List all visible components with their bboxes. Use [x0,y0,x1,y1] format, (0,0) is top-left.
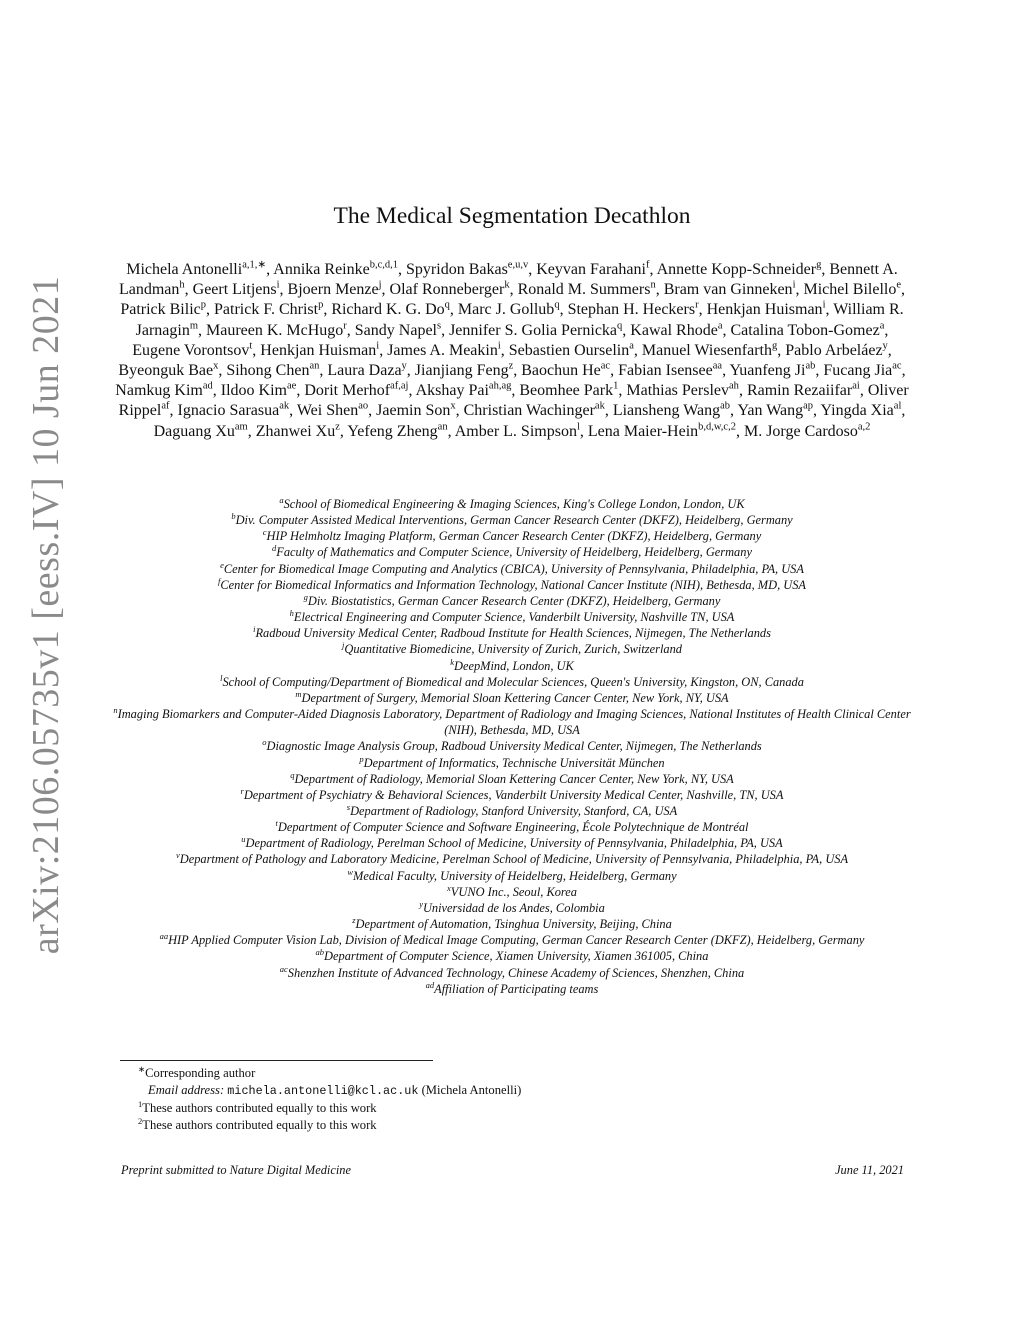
author [803,281,901,298]
author-affiliation-marks: i [822,300,826,312]
author-affiliation-marks: q [444,300,450,312]
affiliation-text: VUNO Inc., Seoul, Korea [450,884,577,899]
author [588,423,736,440]
author-affiliation-marks: l [576,421,580,433]
author [387,342,501,359]
author-name: Henkjan Huisman [706,301,823,319]
author [355,322,441,339]
author-affiliation-marks: s [436,320,442,332]
author [260,342,379,359]
author-name: Sebastien Ourselin [508,341,630,359]
footnote-mark: 1 [138,1098,143,1109]
preprint-note: Preprint submitted to Nature Digital Medicine [121,1163,352,1177]
affiliation [112,916,912,932]
author [785,342,888,359]
author-affiliation-marks: q [617,320,623,332]
footnote-mark: ∗ [138,1063,146,1074]
author [327,362,406,379]
author [221,382,297,399]
footnote-text: These authors contributed equally to this work [142,1101,377,1115]
affiliation-key: c [262,527,267,538]
author-name: Byeonguk Bae [118,362,214,380]
author [730,322,884,339]
affiliation [112,803,912,819]
affiliation-text: Shenzhen Institute of Advanced Technology, Chinese Academy of Sciences, Shenzhen, China [287,965,745,980]
affiliation-text: Department of Computer Science and Software Engineering, École Polytechnique de Montréal [277,820,749,835]
author-name: Olaf Ronneberger [389,281,505,299]
author [226,362,319,379]
affiliation-text: Center for Biomedical Informatics and Information Technology, National Cancer Institute (NIH), Bethesda, MD, USA [220,577,806,592]
author [154,423,248,440]
author [415,362,513,379]
affiliation [112,787,912,803]
author-name: Jaemin Son [376,402,451,420]
affiliation [112,544,912,560]
affiliation-text: Department of Radiology, Perelman School of Medicine, University of Pennsylvania, Philadelphia, PA, USA [245,836,783,851]
affiliation-key: l [220,672,223,683]
author-affiliation-marks: a,1,∗ [242,259,267,271]
author-affiliation-marks: am [234,421,248,433]
author-affiliation-marks: af [161,401,170,413]
author-name: Namkug Kim [115,382,203,400]
author-name: Spyridon Bakas [406,261,508,278]
affiliation-text: Department of Computer Science, Xiamen University, Xiamen 361005, China [324,949,709,964]
author-affiliation-marks: i [497,340,501,352]
author-affiliation-marks: al [893,401,902,413]
footnote-email [148,1082,838,1100]
author-affiliation-marks: aa [712,360,723,372]
author-affiliation-marks: g [772,340,778,352]
affiliation-text: Diagnostic Image Analysis Group, Radboud University Medical Center, Nijmegen, The Netherlands [266,739,762,754]
author [288,281,382,298]
author-affiliation-marks: ab [805,360,816,372]
author-name: Bram van Ginneken [663,281,793,299]
author-name: James A. Meakin [387,341,498,359]
author-name: Stephan H. Heckers [567,301,696,319]
affiliation-text: Div. Biostatistics, German Cancer Research Center (DKFZ), Heidelberg, Germany [307,593,721,608]
author [416,382,512,399]
author-name: Sihong Chen [226,362,310,380]
author-name: Akshay Pai [415,382,489,400]
author [521,362,610,379]
affiliation [112,496,912,512]
author-affiliation-marks: k [504,279,510,291]
author-affiliation-marks: af,aj [390,380,409,392]
affiliation-text: Center for Biomedical Image Computing and Analytics (CBICA), University of Pennsylvania, Philadelphia, PA, USA [223,561,804,576]
affiliation [112,948,912,964]
affiliation [112,561,912,577]
affiliation [112,528,912,544]
affiliation-text: Medical Faculty, University of Heidelberg, Heidelberg, Germany [353,868,677,883]
affiliation-text: HIP Helmholtz Imaging Platform, German Cancer Research Center (DKFZ), Heidelberg, Germany [266,529,762,544]
author [193,281,280,298]
author-affiliation-marks: x [213,360,219,372]
author [664,281,796,298]
author-name: Annette Kopp-Schneider [656,261,817,278]
author-affiliation-marks: r [343,320,347,332]
footnote-mark: 2 [138,1115,143,1126]
footnote-text: These authors contributed equally to this work [142,1118,377,1132]
affiliation-key: x [447,882,451,893]
author-affiliation-marks: p [318,300,324,312]
author [126,261,266,278]
affiliation [112,755,912,771]
author [347,423,447,440]
affiliation-list [112,496,912,997]
author-affiliation-marks: z [335,421,340,433]
affiliation-text: Department of Radiology, Memorial Sloan Kettering Cancer Center, New York, NY, USA [294,771,734,786]
author-name: Marc J. Gollub [457,301,555,319]
author [449,322,622,339]
author-name: Ramin Rezaiifar [746,382,853,400]
affiliation-text: Quantitative Biomedicine, University of Zurich, Zurich, Switzerland [344,642,682,657]
author-name: Yingda Xia [820,402,894,420]
author-list: Michela Antonelli$^{a,1,∗}$, Annika Reinke$^{b,c,d,1}$, Spyridon Bakas$^{e,u,v}$, Keyvan Farahani$^f$, Annette Kopp-Schneider$^g$, Bennett A. Landman$^h$, Geert Litjens$^i$, Bjoern Menze$^j$, Olaf Ronneberger$^k$, Ronald M. Summers$^n$, Bram van Ginneken$^i$, Michel Bilello$^e$, Patrick Bilic$^p$, Patrick F. Christ$^p$, Richard K. G. Do$^q$, Marc J. Gollub$^q$, Stephan H. Heckers$^r$, Henkjan Huisman$^i$, William R. Jarnagin$^m$, Maureen K. McHugo$^r$, Sandy Napel$^s$, Jennifer S. Golia Pernicka$^q$, Kawal Rhode$^a$, Catalina Tobon-Gomez$^a$, Eugene Vorontsov$^t$, Henkjan Huisman$^i$, James A. Meakin$^i$, Sebastien Ourselin$^a$, Manuel Wiesenfarth$^g$, Pablo Arbeláez$^y$, Byeonguk Bae$^x$, Sihong Chen$^{an}$, Laura Daza$^y$, Jianjiang Feng$^z$, Baochun $He^{ac}$, Fabian Isensee$^{aa}$, Yuanfeng $Ji^{ab}$, Fucang Jia$^{ac}$, Namkug Kim$^{ad}$, Ildoo Kim$^{ae}$, Dorit Merhof$^{af,aj}$, Akshay Pai$^{ah,ag}$, Beomhee Park$^1$, Mathias Perslev$^{ah}$, Ramin Rezaiifar$^{ai}$, Oliver Rippel$^{af}$, Ignacio Sarasua$^{ak}$, Wei Shen$^{ao}$, Jaemin Son$^x$, Christian Wachinger$^{ak}$, Liansheng Wang$^{ab}$, Yan Wang$^{ap}$, Yingda Xia$^{al}$, Daguang $Xu^{am}$, Zhanwei Xu$^z$, Yefeng Zheng$^{an}$, Amber L. Simpson$^l$, Lena Maier-Hein$^{b,d,w,c,2}$, M. Jorge Cardoso$^{a,2}$ [115,259,909,440]
affiliation-key: t [275,818,278,828]
affiliation-key: u [241,834,246,845]
author-name: Henkjan Huisman [260,341,377,359]
affiliation-key: w [347,866,354,877]
author-affiliation-marks: h [179,279,185,291]
footnote-rule [120,1060,433,1061]
email-label: Email address: [148,1083,225,1097]
author-name: Christian Wachinger [463,402,595,420]
affiliation-text: Department of Psychiatry & Behavioral Sciences, Vanderbilt University Medical Center, Nashville, TN, USA [243,787,784,802]
author [518,281,656,298]
author-affiliation-marks: ak [594,401,605,413]
affiliation [112,609,912,625]
author-name: Ronald M. Summers [517,281,651,299]
footnote-text: Corresponding author [145,1066,256,1080]
affiliation-text: School of Biomedical Engineering & Imaging Sciences, King's College London, London, UK [283,497,745,511]
author-affiliation-marks: ah,ag [488,380,512,392]
author [509,342,634,359]
author-name: Bennett A. Landman [118,261,898,299]
affiliation [112,868,912,884]
author-name: Catalina Tobon-Gomez [730,321,880,339]
affiliation-text: Electrical Engineering and Computer Science, Vanderbilt University, Nashville TN, USA [293,610,735,625]
affiliation [112,738,912,754]
affiliation-key: z [352,914,356,925]
affiliation-key: f [217,575,221,586]
author-name: Michel Bilello [803,281,897,299]
author-affiliation-marks: a [879,320,885,332]
author-affiliation-marks: q [554,300,560,312]
author-affiliation-marks: i [276,279,280,291]
author-name: Yuanfeng Ji [729,362,806,380]
author [132,342,252,359]
affiliation [112,819,912,835]
author-affiliation-marks: ai [852,380,860,392]
author [642,342,777,359]
author [464,402,605,419]
author-affiliation-marks: ak [279,401,290,413]
author-name: Laura Daza [327,362,402,380]
author-name: Patrick F. Christ [214,301,319,319]
author-name: Beomhee Park [519,382,614,400]
author [406,261,528,278]
affiliation-key: v [175,850,180,861]
footnotes [138,1065,838,1134]
author-name: Manuel Wiesenfarth [641,341,772,359]
author [519,382,618,399]
affiliation-text: Department of Surgery, Memorial Sloan Kettering Cancer Center, New York, NY, USA [301,690,729,705]
author [331,301,450,318]
author-affiliation-marks: a,2 [857,421,871,433]
affiliation [112,981,912,997]
affiliation-key: s [346,801,351,812]
affiliation-text: Div. Computer Assisted Medical Interventions, German Cancer Research Center (DKFZ), Heidelberg, Germany [235,513,793,528]
affiliation [112,690,912,706]
author-affiliation-marks: z [508,360,514,372]
author-name: Pablo Arbeláez [785,341,883,359]
affiliation [112,641,912,657]
affiliation-text: Faculty of Mathematics and Computer Science, University of Heidelberg, Heidelberg, Germany [276,545,752,560]
author-affiliation-marks: r [695,300,699,312]
affiliation [112,577,912,593]
author-affiliation-marks: x [450,401,456,413]
affiliation-key: r [240,785,244,796]
affiliation-text: Radboud University Medical Center, Radboud Institute for Health Sciences, Nijmegen, The Netherlands [255,626,771,641]
affiliation-text: Universidad de los Andes, Colombia [422,900,605,915]
affiliation-text: Department of Automation, Tsinghua University, Beijing, China [355,917,672,932]
preprint-date: June 11, 2021 [835,1163,904,1177]
author [820,402,901,419]
author-affiliation-marks: ad [202,380,213,392]
author-name: Patrick Bilic [120,301,201,319]
affiliation-key: i [253,624,256,635]
author [626,382,739,399]
affiliation-key: g [303,591,308,602]
affiliation [112,512,912,528]
author-affiliation-marks: 1 [613,380,619,392]
author-name: Richard K. G. Do [331,301,445,319]
author [630,322,722,339]
author [536,261,649,278]
author-affiliation-marks: j [378,279,382,291]
author-affiliation-marks: ah [729,380,739,392]
author-name: Eugene Vorontsov [132,341,250,359]
affiliation-key: ad [425,979,435,990]
affiliation [112,900,912,916]
author [707,301,826,318]
author-name: Fabian Isensee [618,362,713,380]
author-affiliation-marks: ae [286,380,297,392]
affiliation-key: b [231,511,236,522]
author-name: Yefeng Zheng [347,422,438,440]
email-owner: (Michela Antonelli) [421,1083,522,1097]
author-affiliation-marks: ac [892,360,902,372]
author-name: Maureen K. McHugo [205,321,344,339]
author [744,423,870,440]
affiliation [112,658,912,674]
author-affiliation-marks: e [896,279,902,291]
author-name: Jennifer S. Golia Pernicka [449,321,618,339]
author-name: Kawal Rhode [630,321,718,339]
affiliation-key: o [262,737,267,748]
author [177,402,289,419]
author-affiliation-marks: n [650,279,656,291]
affiliation-text: School of Computing/Department of Biomedical and Molecular Sciences, Queen's University, Kingston, ON, Canada [222,674,804,689]
affiliation-key: d [272,543,277,554]
footnote-corresponding [138,1065,838,1082]
affiliation [112,771,912,787]
author-name: Baochun He [521,362,601,380]
author [458,301,560,318]
footnote-1 [138,1100,838,1117]
author-name: Geert Litjens [192,281,277,299]
author-name: Jianjiang Feng [414,362,509,380]
author-name: Keyvan Farahani [536,261,646,278]
author-name: Bjoern Menze [287,281,379,299]
author-name: Liansheng Wang [612,402,721,420]
author [455,423,580,440]
affiliation-key: e [220,559,224,570]
affiliation [112,884,912,900]
author [273,261,398,278]
affiliation-key: p [359,753,364,764]
author-name: Michela Antonelli [126,261,243,278]
author [256,423,340,440]
author-affiliation-marks: b,c,d,1 [369,259,399,271]
affiliation-key: ac [279,963,288,974]
author-affiliation-marks: i [792,279,796,291]
author [115,382,212,399]
author-affiliation-marks: e,u,v [507,259,529,271]
author-affiliation-marks: ac [600,360,611,372]
affiliation [112,851,912,867]
author [214,301,323,318]
affiliation-key: ab [315,947,325,958]
author-name: Amber L. Simpson [454,422,577,440]
author [657,261,822,278]
author-affiliation-marks: y [401,360,407,372]
author-name: Yan Wang [737,402,804,420]
author-name: Oliver Rippel [118,382,909,420]
author-name: Lena Maier-Hein [587,422,699,440]
author-affiliation-marks: t [249,340,253,352]
author-name: Daguang Xu [153,422,235,440]
affiliation [112,932,912,948]
affiliation [112,706,912,738]
author-affiliation-marks: i [376,340,380,352]
author-affiliation-marks: m [189,320,198,332]
author-affiliation-marks: an [309,360,320,372]
affiliation-key: j [342,640,345,651]
affiliation [112,593,912,609]
footnote-2 [138,1117,838,1134]
author [297,402,368,419]
author [206,322,347,339]
author-affiliation-marks: an [437,421,448,433]
author [118,362,218,379]
author-name: Wei Shen [296,402,359,420]
author-name: Sandy Napel [354,321,437,339]
affiliation-key: h [289,607,294,618]
author-name: Ignacio Sarasua [177,402,280,420]
affiliation-text: DeepMind, London, UK [454,658,574,673]
affiliation [112,835,912,851]
author-affiliation-marks: g [816,259,822,271]
author-affiliation-marks: ab [720,401,731,413]
author [729,362,815,379]
author-name: Annika Reinke [273,261,370,278]
author [613,402,730,419]
author-affiliation-marks: f [645,259,650,271]
email-address[interactable]: michela.antonelli@kcl.ac.uk [227,1084,419,1098]
author-affiliation-marks: p [200,300,206,312]
author-affiliation-marks: y [882,340,888,352]
affiliation-key: q [290,769,295,780]
author [747,382,860,399]
author-affiliation-marks: a [629,340,634,352]
author-affiliation-marks: ao [358,401,369,413]
author-name: Zhanwei Xu [255,422,336,440]
author-affiliation-marks: ap [803,401,814,413]
arxiv-identifier: arXiv:2106.05735v1 [eess.IV] 10 Jun 2021 [25,275,67,955]
author-name: M. Jorge Cardoso [743,422,858,440]
affiliation-key: n [113,704,118,715]
author [737,402,813,419]
author [304,382,408,399]
author-name: William R. Jarnagin [135,301,904,339]
affiliation-key: k [450,656,454,667]
affiliation [112,674,912,690]
affiliation [112,965,912,981]
author [568,301,699,318]
affiliation-text: Department of Radiology, Stanford University, Stanford, CA, USA [350,803,678,818]
author-name: Ildoo Kim [220,382,287,400]
affiliation-text: Affiliation of Participating teams [434,981,599,996]
affiliation-text: Imaging Biomarkers and Computer-Aided Diagnosis Laboratory, Department of Radiology and Imaging Sciences, National Institutes of Health Clinical Center (NIH), Bethesda, MD, USA [117,707,911,738]
affiliation [112,625,912,641]
author [823,362,901,379]
author [390,281,510,298]
author [618,362,722,379]
author-name: Dorit Merhof [304,382,391,400]
paper-title: The Medical Segmentation Decathlon [333,203,691,229]
author-name: Fucang Jia [823,362,893,380]
affiliation-key: y [419,898,423,909]
author-affiliation-marks: b,d,w,c,2 [698,421,736,433]
affiliation-text: Department of Pathology and Laboratory Medicine, Perelman School of Medicine, University of Pennsylvania, Philadelphia, PA, USA [179,852,849,867]
affiliation-key: aa [159,931,169,942]
affiliation-text: HIP Applied Computer Vision Lab, Division of Medical Image Computing, German Cancer Research Center (DKFZ), Heidelberg, Germany [168,933,865,948]
affiliation-key: a [279,494,284,505]
affiliation-text: Department of Informatics, Technische Universität München [363,755,665,770]
affiliation-key: m [295,688,302,699]
author [376,402,455,419]
author-affiliation-marks: a [717,320,723,332]
author-name: Mathias Perslev [626,382,730,400]
author [120,301,206,318]
